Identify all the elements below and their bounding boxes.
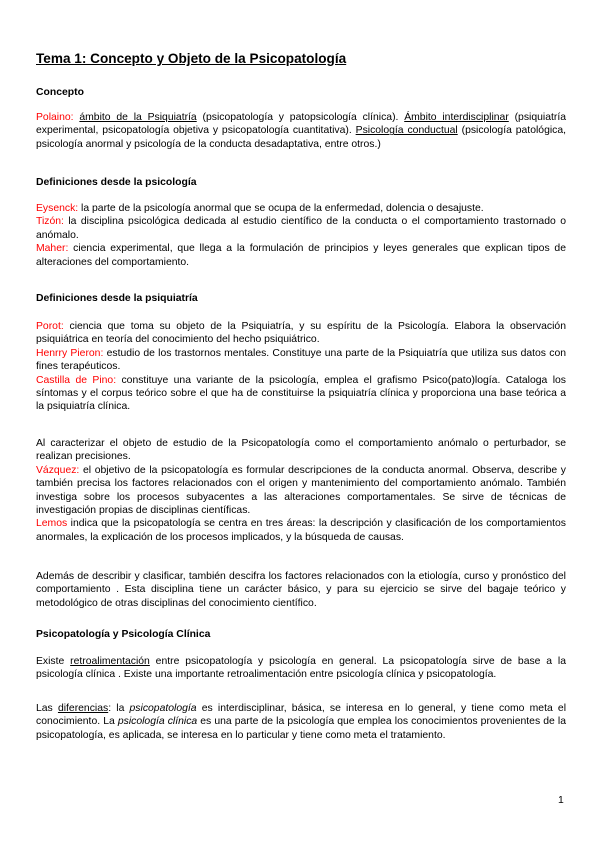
text-clinica-2a: Las: [36, 703, 58, 714]
author-vazquez: Vázquez:: [36, 464, 80, 476]
paragraph-retroalimentacion: [36, 655, 566, 682]
objeto-intro: Al caracterizar el objeto de estudio de la Psicopatología como el comportamiento anómalo o perturbador, se realizan precisiones.: [36, 438, 566, 463]
heading-concepto: Concepto: [36, 87, 84, 98]
paragraph-diferencias: [36, 702, 566, 742]
term-diferencias: diferencias: [57, 703, 109, 714]
heading-definiciones-psicologia: Definiciones desde la psicología: [36, 177, 197, 188]
author-porot: Porot:: [36, 321, 64, 332]
author-castilla: Castilla de Pino:: [36, 374, 117, 386]
text-polaino-2: (psiquiatría experimental, psicopatología objetiva y psicopatología cuantitativa).: [36, 112, 566, 137]
def-castilla: constituye una variante de la psicología, emplea el grafismo Psico(pato)logía. Cataloga los síntomas y el corpus teórico sobre el que ha de constituirse la psiquiatría clínica y proporciona una base teórica a la psiquiatría clínica.: [36, 374, 566, 413]
text-clinica-2c: es interdisciplinar, básica, se interesa en lo general, y tiene como meta el conocimiento. La: [36, 703, 567, 728]
def-lemos: indica que la psicopatología se centra en tres áreas: la descripción y clasificación de los comportamientos anormales, la explicación de los procesos implicados, y la búsqueda de causas.: [36, 518, 566, 543]
text-polaino-3: (psicología patológica, psicología anormal y psicología de la conducta desadaptativa, entre otros.): [36, 125, 567, 150]
def-pieron: estudio de los trastornos mentales. Constituye una parte de la Psiquiatría que utiliza sus datos con fines terapéuticos.: [36, 347, 566, 373]
def-vazquez: el objetivo de la psicopatología es formular descripciones de la conducta anormal. Observa, describe y también precisa los factores relacionados con el origen y mantenimiento del comportamiento anómalo. También investiga sobre los procesos subyacentes a las alteraciones comportamentales. Se sirve de técnicas de investigación propias de disciplinas científicas.: [36, 464, 566, 517]
document-title: Tema 1: Concepto y Objeto de la Psicopatología: [36, 51, 347, 66]
text-clinica-2b: : la: [108, 703, 130, 714]
text-clinica-1a: Existe: [36, 656, 71, 667]
def-tizon: la disciplina psicológica dedicada al estudio científico de la conducta o el comportamiento trastornado o anómalo.: [36, 216, 566, 241]
paragraph-def-psicologia: [36, 202, 566, 269]
text-clinica-1b: entre psicopatología y psicología en general. La psicopatología sirve de base a la psicología clínica . Existe una importante retroalimentación entre psicología clínica y psicopatología.: [36, 656, 566, 681]
term-ambito-interdisciplinar: Ámbito interdisciplinar: [404, 112, 509, 123]
paragraph-def-psiquiatria: [36, 320, 566, 414]
term-psicopatologia: psicopatología: [129, 703, 197, 714]
term-psicologia-conductual: Psicología conductual: [355, 125, 458, 137]
author-eysenck: Eysenck:: [36, 203, 79, 214]
author-pieron: Henrry Pieron:: [36, 347, 104, 359]
text-clinica-2d: es una parte de la psicología que emplea los conocimientos provenientes de la psicopatología, es aplicada, se interesa en lo particular y tiene como meta el tratamiento.: [36, 716, 566, 741]
term-psicologia-clinica: psicología clínica: [117, 716, 198, 728]
author-lemos: Lemos: [36, 518, 68, 530]
heading-definiciones-psiquiatria: Definiciones desde la psiquiatría: [36, 293, 198, 304]
def-eysenck: la parte de la psicología anormal que se ocupa de la enfermedad, dolencia o desajuste.: [78, 203, 484, 214]
term-ambito-psiquiatria: ámbito de la Psiquiatría: [79, 112, 197, 123]
def-porot: ciencia que toma su objeto de la Psiquiatría, y su espíritu de la Psicología. Elabora la observación psiquiátrica en teoría del conocimiento del hecho psiquiátrico.: [36, 321, 566, 346]
paragraph-polaino: [36, 111, 566, 151]
def-maher: ciencia experimental, que llega a la formulación de principios y leyes generales que explican tipos de alteraciones del comportamiento.: [36, 243, 566, 268]
paragraph-ademas: Además de describir y clasificar, también descifra los factores relacionados con la etiología, curso y pronóstico del comportamiento . Esta disciplina tiene un carácter básico, y para su ejercicio se sirve del bagaje teórico y metodológico de otras disciplinas del conocimiento científico.: [36, 571, 566, 609]
author-polaino: Polaino:: [36, 112, 74, 123]
page-number: 1: [558, 795, 564, 806]
text-polaino-1: (psicopatología y patopsicología clínica).: [196, 112, 405, 123]
author-tizon: Tizón:: [36, 216, 64, 228]
term-retroalimentacion: retroalimentación: [70, 656, 150, 667]
author-maher: Maher:: [36, 243, 69, 255]
heading-psicologia-clinica: Psicopatología y Psicología Clínica: [36, 629, 211, 640]
paragraph-objeto: [36, 437, 566, 544]
